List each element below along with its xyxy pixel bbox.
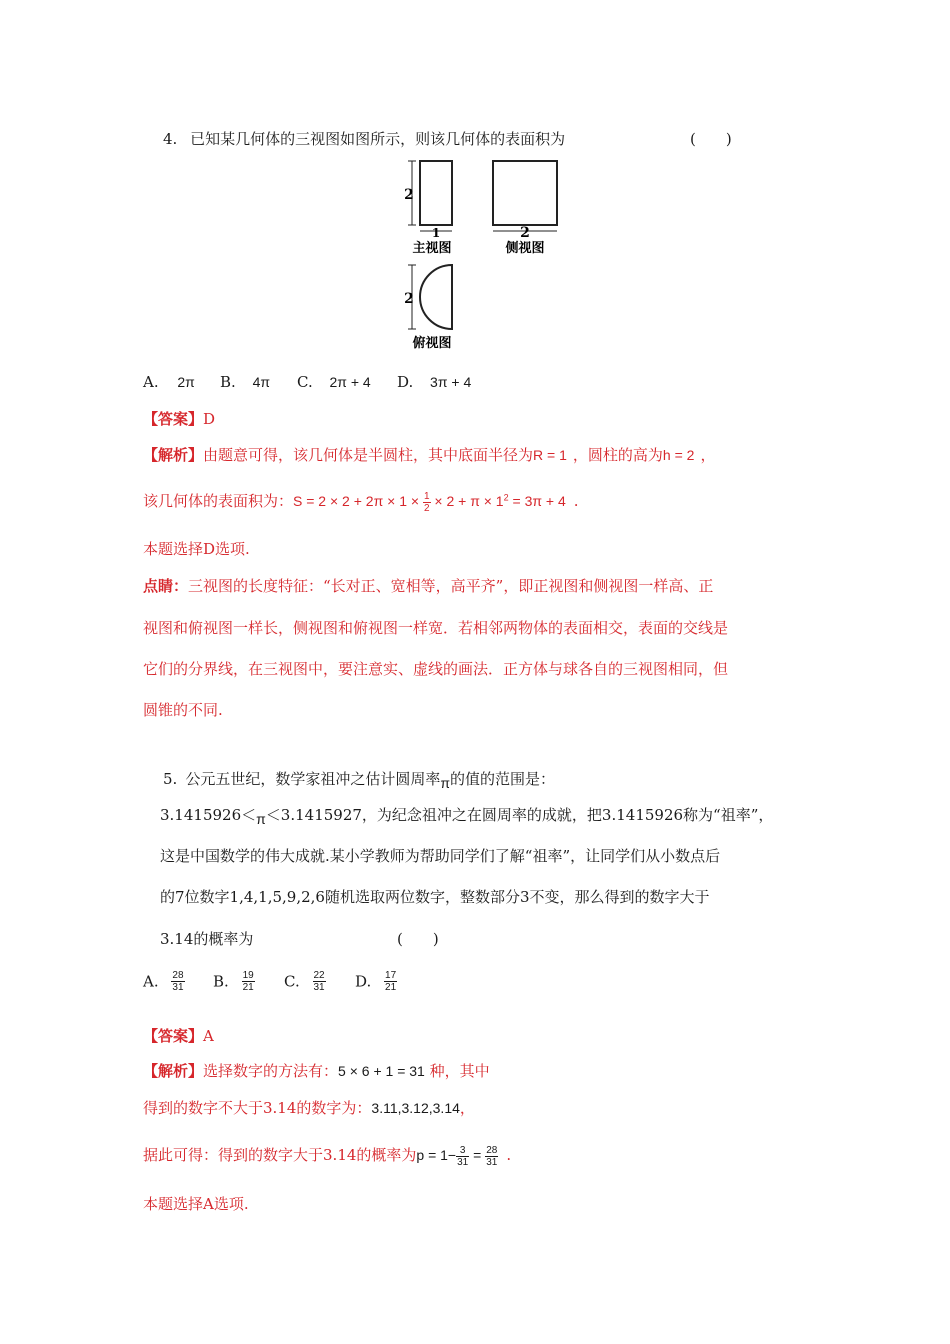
q5-conclusion: 本题选择A选项. bbox=[143, 1195, 249, 1213]
q4-stem: 已知某几何体的三视图如图所示，则该几何体的表面积为 bbox=[190, 130, 566, 148]
q4-analysis-line-2: 该几何体的表面积为：S = 2 × 2 + 2π × 1 × $\frac{1}{2}$ × $2 + \pi \times 1^2 = 3\pi + 4$ . bbox=[143, 490, 579, 514]
q4-analysis-line-1: 【解析】由题意可得，该几何体是半圆柱，其中底面半径为R = 1 ，圆柱的高为h = 2 ， bbox=[143, 446, 716, 464]
q5-analysis-line-3: 据此可得：得到的数字大于3.14的概率为p = 1− $\frac{3}{31}$ = $\frac{28}{31}$ . bbox=[143, 1144, 512, 1168]
q5-bracket: ( ) bbox=[397, 930, 439, 948]
q5-line-1: 5. 公元五世纪，数学家祖冲之估计圆周率π的值的范围是： bbox=[163, 770, 556, 791]
q4-option-a[interactable]: A. 2π bbox=[143, 373, 195, 391]
side-view-rect bbox=[493, 161, 557, 225]
front-view-rect bbox=[420, 161, 452, 225]
q5-line-4: 的7位数字1,4,1,5,9,2,6随机选取两位数字，整数部分3不变，那么得到的数字大于 bbox=[160, 888, 710, 906]
q5-option-c[interactable]: C. $\frac{22}{31}$ bbox=[284, 970, 325, 993]
q5-option-b[interactable]: B. $\frac{19}{21}$ bbox=[213, 970, 254, 993]
q4-option-c[interactable]: C. 2π + 4 bbox=[297, 373, 371, 391]
q4-note-line-4: 圆锥的不同. bbox=[143, 701, 223, 719]
q4-bracket: ( ) bbox=[690, 130, 732, 148]
q5-analysis-line-2: 得到的数字不大于3.14的数字为：3.11,3.12,3.14， bbox=[143, 1099, 475, 1117]
q4-number: 4. bbox=[163, 130, 178, 148]
top-view-semicircle bbox=[420, 265, 452, 329]
surface-area-formula: S = 2 × 2 + 2π × 1 × $\frac{1}{2}$ × $2 + \pi \times 1^2 = 3\pi + 4$ bbox=[293, 490, 566, 514]
q4-note-line-2: 视图和俯视图一样长，侧视图和俯视图一样宽．若相邻两物体的表面相交，表面的交线是 bbox=[143, 619, 729, 637]
three-view-figure bbox=[400, 155, 575, 355]
front-width-label: 1 bbox=[431, 226, 441, 240]
q5-line-3: 这是中国数学的伟大成就.某小学教师为帮助同学们了解“祖率”，让同学们从小数点后 bbox=[160, 847, 721, 865]
q4-answer: 【答案】D bbox=[143, 410, 216, 428]
q5-option-d[interactable]: D. $\frac{17}{21}$ bbox=[355, 970, 397, 993]
q5-option-a[interactable]: A. $\frac{28}{31}$ bbox=[143, 970, 184, 993]
q5-line-2: 3.1415926＜π＜3.1415927，为纪念祖冲之在圆周率的成就，把3.1415926称为“祖率”， bbox=[160, 806, 774, 827]
front-height-label: 2 bbox=[404, 187, 414, 203]
side-width-label: 2 bbox=[520, 225, 530, 241]
side-view-caption: 侧视图 bbox=[505, 241, 545, 256]
q4-option-d[interactable]: D. 3π + 4 bbox=[397, 373, 472, 391]
q5-analysis-line-1: 【解析】选择数字的方法有：5 × 6 + 1 = 31 种，其中 bbox=[143, 1062, 490, 1080]
q5-line-5: 3.14的概率为 bbox=[160, 930, 254, 948]
q4-stem-line bbox=[163, 128, 565, 149]
q5-answer: 【答案】A bbox=[143, 1027, 214, 1045]
probability-formula: p = 1− $\frac{3}{31}$ = $\frac{28}{31}$ bbox=[416, 1144, 498, 1168]
q4-option-b[interactable]: B. 4π bbox=[220, 373, 271, 391]
top-height-label: 2 bbox=[404, 291, 414, 307]
top-view-caption: 俯视图 bbox=[412, 336, 452, 351]
q4-note-line-1: 点睛：三视图的长度特征：“长对正、宽相等，高平齐”，即正视图和侧视图一样高、正 bbox=[143, 577, 714, 595]
q4-note-line-3: 它们的分界线，在三视图中，要注意实、虚线的画法．正方体与球各自的三视图相同，但 bbox=[143, 660, 729, 678]
front-view-caption: 主视图 bbox=[412, 241, 452, 256]
q4-conclusion: 本题选择D选项. bbox=[143, 540, 250, 558]
